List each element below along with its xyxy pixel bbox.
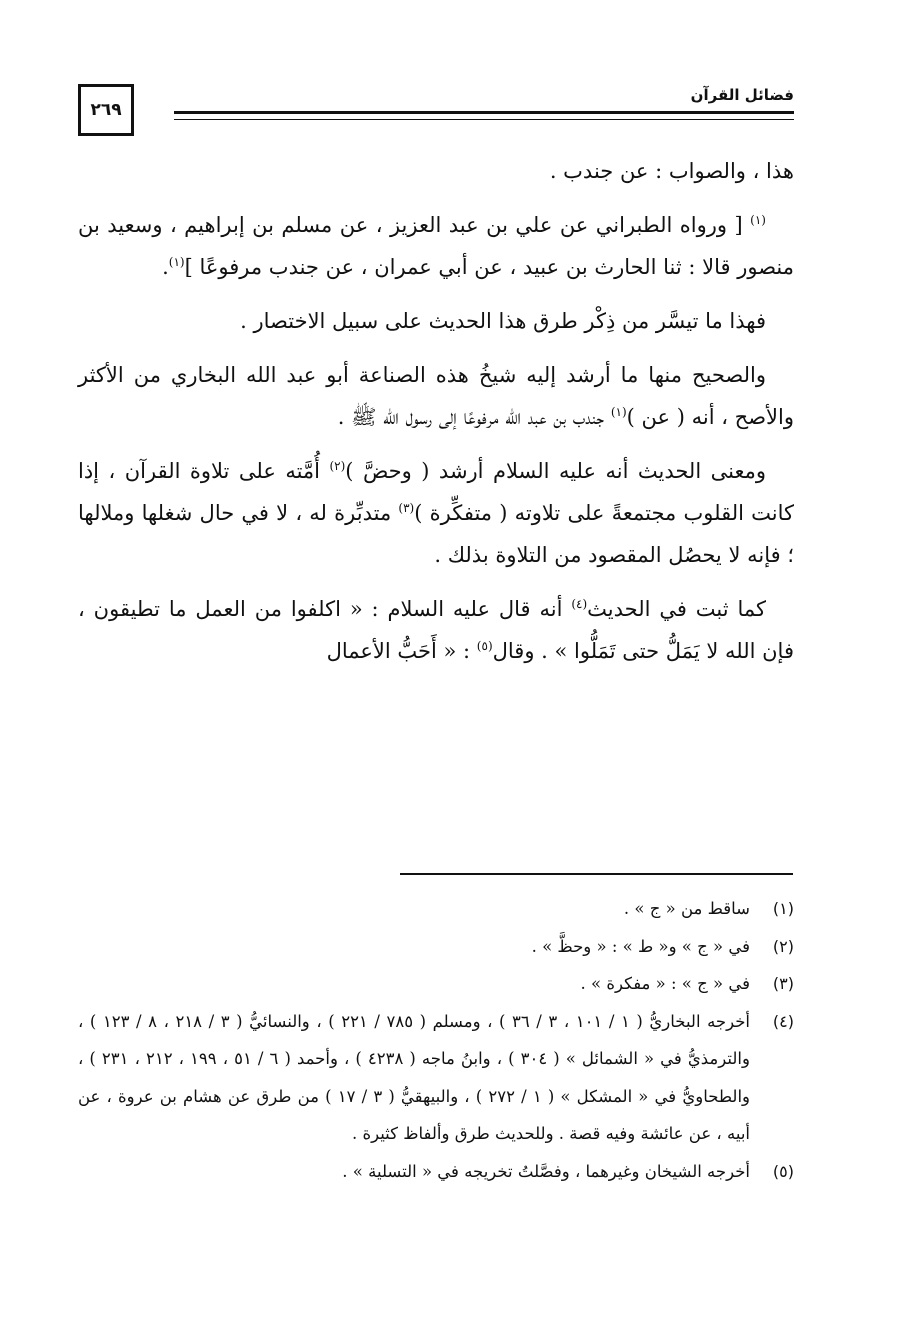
footnote-ref-5: (٥) (476, 639, 493, 653)
footnote-separator (400, 873, 793, 875)
paragraph-3 (78, 300, 794, 342)
header-rule-thick (174, 111, 794, 114)
footnote-number: (٥) (772, 1161, 794, 1181)
page-number: ٢٦٩ (78, 84, 134, 136)
header-rule-thin (174, 119, 794, 120)
footnote-number: (١) (772, 899, 794, 918)
paragraph-2 (78, 204, 794, 288)
footnote-1 (78, 890, 794, 928)
paragraph-6 (78, 588, 794, 672)
footnote-text: في « ج » و« ط » : « وحظَّ » . (531, 936, 750, 956)
paragraph-5-text-b: أُمَّته على تلاوة القرآن ، إذا كانت القلوب مجتمعةً على تلاوته ( متفكِّرة ) (78, 459, 794, 525)
paragraph-1-text: هذا ، والصواب : عن جندب . (549, 159, 794, 183)
footnote-text: ساقط من « ج » . (623, 899, 750, 918)
paragraph-2-text: [ ورواه الطبراني عن علي بن عبد العزيز ، عن مسلم بن إبراهيم ، وسعيد بن منصور قالا : ثنا الحارث بن عبيد ، عن أبي عمران ، عن جندب مرفوعًا ] (78, 213, 794, 279)
footnote-number: (٣) (772, 974, 794, 993)
paragraph-6-text-a: كما ثبت في الحديث (587, 597, 766, 621)
page-header (78, 84, 794, 144)
footnote-5 (78, 1153, 794, 1191)
footnote-ref-1b: (١) (168, 255, 185, 269)
footnote-text: أخرجه البخاريُّ ( ١ / ١٠١ ، ٣ / ٣٦ ) ، ومسلم ( ٧٨٥ / ٢٢١ ) ، والنسائيُّ ( ٣ / ٢١٨ ، ٨ / ١٢٣ ) ، والترمذيُّ في « الشمائل » ( ٣٠٤ ) ، وابنُ ماجه ( ٤٢٣٨ ) ، وأحمد ( ٦ / ٥١ ، ١٩٩ ، ٢١٢ ، ٢٣١ ) ، والطحاويُّ في « المشكل » ( ١ / ٢٧٢ ) ، والبيهقيُّ ( ٣ / ١٧ ) من طرق عن هشام بن عروة ، عن أبيه ، عن عائشة وفيه قصة . وللحديث طرق وألفاظ كثيرة . (78, 1011, 751, 1143)
paragraph-6-text-c: : « أَحَبُّ الأعمال (326, 639, 471, 663)
paragraph-3-text: فهذا ما تيسَّر من ذِكْر طرق هذا الحديث على سبيل الاختصار . (240, 309, 766, 333)
footnote-number: (٤) (772, 1011, 794, 1031)
paragraph-6-text-b: أنه قال عليه السلام : « اكلفوا من العمل ما تطيقون ، فإن الله لا يَمَلُّ حتى تَمَلُّوا » . وقال (78, 597, 794, 663)
footnote-ref-1c: (١) (610, 405, 627, 419)
paragraph-4-text-a: والصحيح منها ما أرشد إليه شيخُ هذه الصناعة أبو عبد الله البخاري من الأكثر والأصح ، أنه ( عن ) (78, 363, 794, 429)
footnotes (78, 890, 794, 1190)
footnote-ref-1a: (١) (750, 213, 766, 227)
paragraph-4-text-b: جندب بن عبد الله مرفوعًا إلى رسول الله ﷺ . (337, 405, 605, 429)
main-text (78, 150, 794, 684)
paragraph-5 (78, 450, 794, 576)
footnote-ref-3: (٣) (398, 501, 415, 515)
footnote-text: أخرجه الشيخان وغيرهما ، وفصَّلتُ تخريجه في « التسلية » . (342, 1161, 750, 1181)
paragraph-1 (78, 150, 794, 192)
footnote-ref-2: (٢) (329, 459, 346, 473)
footnote-number: (٢) (772, 936, 794, 956)
paragraph-5-text-a: ومعنى الحديث أنه عليه السلام أرشد ( وحضَّ ) (345, 459, 766, 483)
paragraph-5-text-c: متدبِّرة له ، لا في حال شغلها وملالها ؛ فإنه لا يحصُل المقصود من التلاوة بذلك . (78, 501, 794, 567)
paragraph-2-end: . (162, 255, 169, 279)
running-title: فضائل القرآن (690, 86, 794, 104)
footnote-2 (78, 928, 794, 966)
footnote-4 (78, 1003, 794, 1153)
footnote-ref-4: (٤) (571, 597, 588, 611)
footnote-text: في « ج » : « مفكرة » . (580, 974, 750, 993)
paragraph-4 (78, 354, 794, 438)
footnote-3 (78, 965, 794, 1003)
